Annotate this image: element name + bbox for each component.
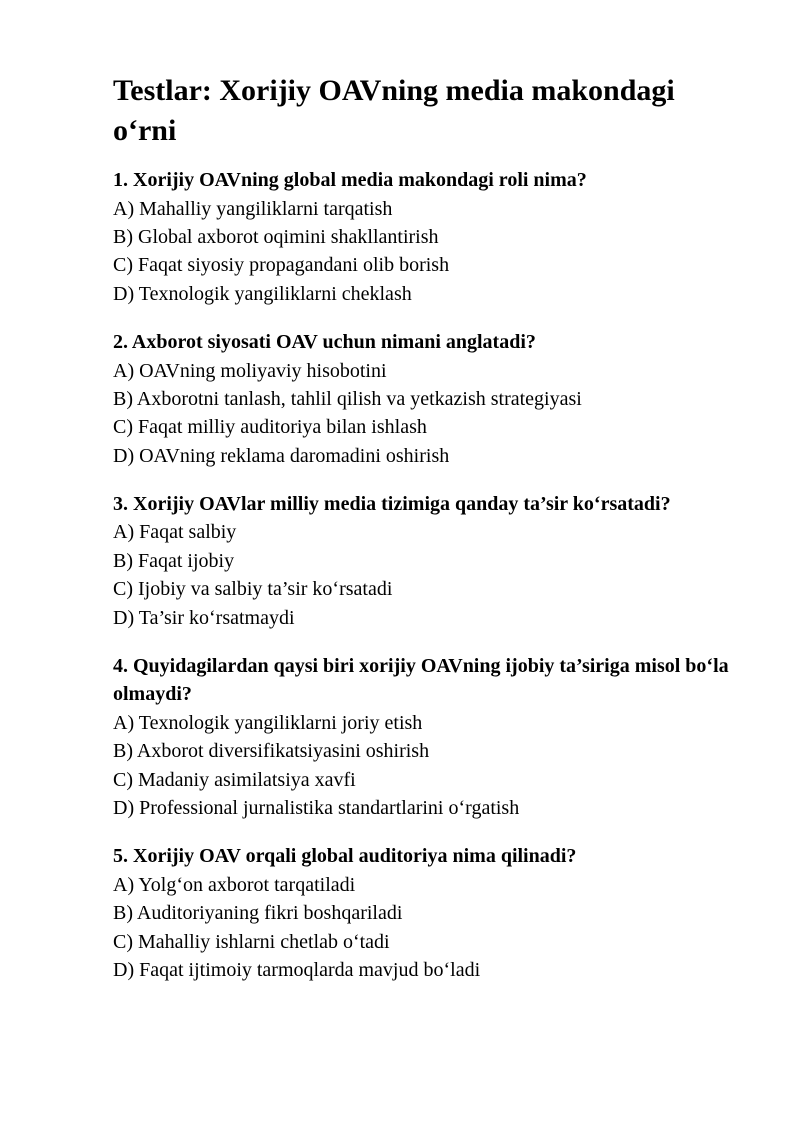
document-title: Testlar: Xorijiy OAVning media makondagi oʻrni bbox=[113, 74, 675, 147]
answer-option: A) Yolgʻon axborot tarqatiladi bbox=[113, 873, 356, 896]
question-block bbox=[113, 652, 733, 822]
question-heading: 2. Axborot siyosati OAV uchun nimani anglatadi? bbox=[113, 331, 536, 354]
answer-option: C) Faqat siyosiy propagandani olib borish bbox=[113, 254, 450, 277]
question-options bbox=[113, 871, 733, 985]
question-block bbox=[113, 490, 733, 632]
answer-option: C) Ijobiy va salbiy ta’sir koʻrsatadi bbox=[113, 578, 393, 601]
question-block bbox=[113, 166, 733, 308]
answer-option: B) Axborotni tanlash, tahlil qilish va yetkazish strategiyasi bbox=[113, 387, 582, 410]
answer-option: B) Auditoriyaning fikri boshqariladi bbox=[113, 902, 403, 925]
question-options bbox=[113, 709, 733, 823]
question-options bbox=[113, 195, 733, 309]
questions-list bbox=[113, 166, 733, 984]
question-heading: 3. Xorijiy OAVlar milliy media tizimiga qanday ta’sir koʻrsatadi? bbox=[113, 493, 671, 516]
question-options bbox=[113, 357, 733, 471]
answer-option: D) Texnologik yangiliklarni cheklash bbox=[113, 282, 412, 305]
answer-option: B) Faqat ijobiy bbox=[113, 549, 235, 572]
answer-option: B) Global axborot oqimini shakllantirish bbox=[113, 225, 439, 248]
question-block bbox=[113, 842, 733, 984]
question-heading: 5. Xorijiy OAV orqali global auditoriya nima qilinadi? bbox=[113, 845, 577, 868]
answer-option: D) Faqat ijtimoiy tarmoqlarda mavjud boʻladi bbox=[113, 958, 481, 981]
answer-option: C) Faqat milliy auditoriya bilan ishlash bbox=[113, 416, 427, 439]
answer-option: B) Axborot diversifikatsiyasini oshirish bbox=[113, 740, 430, 763]
question-options bbox=[113, 518, 733, 632]
answer-option: D) Ta’sir koʻrsatmaydi bbox=[113, 606, 295, 629]
answer-option: C) Mahalliy ishlarni chetlab oʻtadi bbox=[113, 930, 390, 953]
answer-option: C) Madaniy asimilatsiya xavfi bbox=[113, 768, 356, 791]
answer-option: A) Mahalliy yangiliklarni tarqatish bbox=[113, 197, 393, 220]
answer-option: A) OAVning moliyaviy hisobotini bbox=[113, 359, 387, 382]
answer-option: D) Professional jurnalistika standartlarini oʻrgatish bbox=[113, 797, 520, 819]
question-heading: 4. Quyidagilardan qaysi biri xorijiy OAVning ijobiy ta’siriga misol boʻla olmaydi? bbox=[113, 655, 729, 706]
answer-option: D) OAVning reklama daromadini oshirish bbox=[113, 444, 450, 467]
answer-option: A) Faqat salbiy bbox=[113, 521, 237, 544]
question-heading: 1. Xorijiy OAVning global media makondagi roli nima? bbox=[113, 169, 587, 192]
question-block bbox=[113, 328, 733, 470]
answer-option: A) Texnologik yangiliklarni joriy etish bbox=[113, 711, 423, 734]
